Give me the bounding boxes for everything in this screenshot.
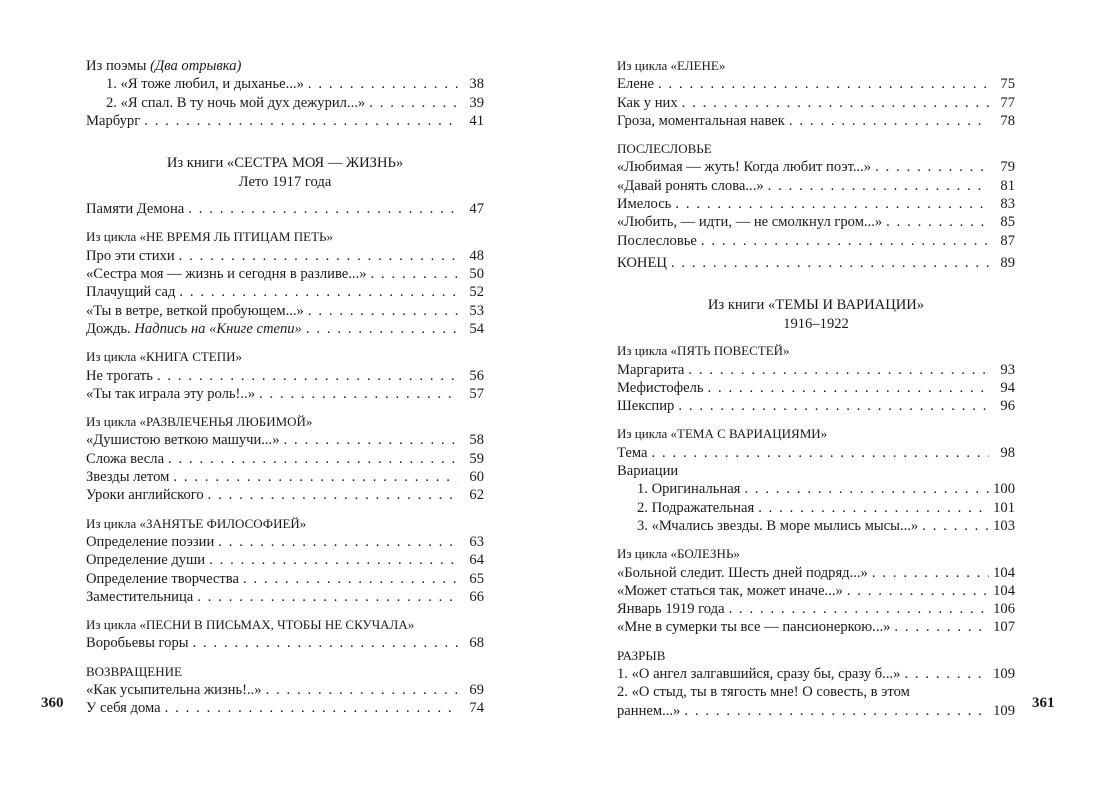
page-number: 63: [469, 533, 484, 550]
leader-dots: [875, 158, 989, 176]
toc-entry[interactable]: 1. «Я тоже любил, и дыханье...» . . . 38: [86, 75, 484, 93]
book-heading: [617, 296, 1015, 334]
toc-entry[interactable]: Гроза, моментальная навек . . . 78: [617, 112, 1015, 130]
variations-heading: Вариации: [617, 463, 679, 480]
poem-heading: [86, 57, 484, 75]
leader-dots: [671, 254, 989, 272]
page-number: 78: [1000, 112, 1015, 129]
page-number: 93: [1000, 361, 1015, 378]
page-number: 53: [469, 302, 484, 319]
page-number: 98: [1000, 444, 1015, 461]
leader-dots: [193, 634, 458, 652]
leader-dots: [886, 213, 989, 231]
page-number: 48: [469, 247, 484, 264]
page-number: 39: [469, 94, 484, 111]
page-number: 100: [993, 481, 1015, 498]
book-subtitle: 1916–1922: [783, 316, 849, 333]
leader-dots: [758, 499, 989, 517]
leader-dots: [173, 468, 458, 486]
leader-dots: [658, 75, 989, 93]
cycle-heading: Из цикла «ТЕМА С ВАРИАЦИЯМИ»: [617, 426, 828, 442]
toc-entry[interactable]: «Как усыпительна жизнь!..» . . . 69: [86, 681, 484, 699]
toc-entry[interactable]: Уроки английского . . . 62: [86, 486, 484, 504]
leader-dots: [768, 177, 989, 195]
page-number: 38: [469, 76, 484, 93]
page-number: 94: [1000, 379, 1015, 396]
leader-dots: [179, 247, 458, 265]
toc-entry[interactable]: 1. «О ангел залгавшийся, сразу бы, сразу б...» . . . 109: [617, 665, 1015, 683]
page-number: 52: [469, 284, 484, 301]
toc-entry[interactable]: Маргарита . . . 93: [617, 361, 1015, 379]
leader-dots: [208, 486, 458, 504]
page-number: 83: [1000, 196, 1015, 213]
toc-entry[interactable]: Мефистофель . . . 94: [617, 379, 1015, 397]
leader-dots: [306, 320, 458, 338]
leader-dots: [165, 699, 458, 717]
leader-dots: [847, 582, 989, 600]
cycle-heading: Из цикла «КНИГА СТЕПИ»: [86, 349, 243, 365]
page-number: 106: [993, 601, 1015, 618]
page-number: 107: [993, 619, 1015, 636]
page-number: 68: [469, 635, 484, 652]
cycle-heading: ВОЗВРАЩЕНИЕ: [86, 663, 182, 679]
leader-dots: [684, 702, 989, 720]
toc-entry[interactable]: Определение души . . . 64: [86, 551, 484, 569]
leader-dots: [144, 112, 458, 130]
page-number: 74: [469, 700, 484, 717]
leader-dots: [188, 200, 458, 218]
toc-entry[interactable]: 3. «Мчались звезды. В море мылись мысы...» . . . 103: [617, 517, 1015, 535]
leader-dots: [266, 681, 458, 699]
toc-entry[interactable]: Сложа весла . . . 59: [86, 450, 484, 468]
toc-entry[interactable]: Послесловье . . . 87: [617, 232, 1015, 250]
folio-left: 360: [41, 695, 64, 711]
toc-entry[interactable]: Дождь. Надпись на «Книге степи» . . . 54: [86, 320, 484, 338]
leader-dots: [259, 385, 458, 403]
toc-entry[interactable]: «Давай ронять слова...» . . . 81: [617, 177, 1015, 195]
toc-entry-multiline[interactable]: 2. «О стыд, ты в тягость мне! О совесть, в этом раннем...» . . . 109: [617, 683, 1015, 720]
poem-title: Из поэмы: [86, 58, 147, 74]
leader-dots: [678, 397, 989, 415]
toc-entry[interactable]: Звезды летом . . . 60: [86, 468, 484, 486]
toc-entry[interactable]: КОНЕЦ . . . 89: [617, 254, 1015, 272]
page-number: 56: [469, 367, 484, 384]
toc-entry[interactable]: Не трогать . . . 56: [86, 367, 484, 385]
cycle-heading: Из цикла «ПЯТЬ ПОВЕСТЕЙ»: [617, 343, 790, 359]
toc-entry[interactable]: Определение творчества . . . 65: [86, 570, 484, 588]
page-number: 75: [1000, 76, 1015, 93]
book-title: Из книги «СЕСТРА МОЯ — ЖИЗНЬ»: [166, 155, 404, 172]
toc-entry[interactable]: 1. Оригинальная . . . 100: [617, 480, 1015, 498]
cycle-heading: Из цикла «БОЛЕЗНЬ»: [617, 546, 740, 562]
leader-dots: [651, 444, 989, 462]
page-number: 104: [993, 582, 1015, 599]
toc-entry[interactable]: У себя дома . . . 74: [86, 699, 484, 717]
page-number: 57: [469, 385, 484, 402]
page-number: 109: [993, 702, 1015, 719]
toc-entry[interactable]: Как у них . . . 77: [617, 94, 1015, 112]
leader-dots: [197, 588, 458, 606]
leader-dots: [922, 517, 989, 535]
toc-entry[interactable]: Марбург . . . 41: [86, 112, 484, 130]
leader-dots: [701, 232, 989, 250]
toc-entry[interactable]: Январь 1919 года . . . 106: [617, 600, 1015, 618]
leader-dots: [682, 94, 989, 112]
cycle-heading: Из цикла «ЗАНЯТЬЕ ФИЛОСОФИЕЙ»: [86, 515, 307, 531]
cycle-heading: Из цикла «НЕ ВРЕМЯ ЛЬ ПТИЦАМ ПЕТЬ»: [86, 229, 333, 245]
leader-dots: [243, 570, 458, 588]
toc-entry[interactable]: Воробьевы горы . . . 68: [86, 634, 484, 652]
page-number: 58: [469, 432, 484, 449]
toc-entry[interactable]: «Больной следит. Шесть дней подряд...» . . . 104: [617, 564, 1015, 582]
toc-entry[interactable]: «Ты в ветре, веткой пробующем...» . . . 53: [86, 302, 484, 320]
leader-dots: [369, 94, 458, 112]
leader-dots: [675, 195, 989, 213]
leader-dots: [179, 283, 458, 301]
page-number: 66: [469, 588, 484, 605]
leader-dots: [157, 367, 458, 385]
toc-entry[interactable]: Заместительница . . . 66: [86, 588, 484, 606]
page-number: 64: [469, 552, 484, 569]
toc-entry[interactable]: 2. «Я спал. В ту ночь мой дух дежурил...» . . . 39: [86, 94, 484, 112]
page-number: 81: [1000, 177, 1015, 194]
page-number: 79: [1000, 159, 1015, 176]
left-page: [86, 57, 484, 718]
cycle-heading: Из цикла «ЕЛЕНЕ»: [617, 58, 726, 73]
page-number: 87: [1000, 232, 1015, 249]
page-number: 104: [993, 564, 1015, 581]
toc-entry[interactable]: «Ты так играла эту роль!..» . . . 57: [86, 385, 484, 403]
toc-entry[interactable]: «Душистою веткою машучи...» . . . 58: [86, 431, 484, 449]
leader-dots: [872, 564, 989, 582]
toc-entry[interactable]: Елене . . . 75: [617, 75, 1015, 93]
toc-entry[interactable]: Определение поэзии . . . 63: [86, 533, 484, 551]
page-number: 101: [993, 499, 1015, 516]
leader-dots: [708, 379, 989, 397]
folio-right: 361: [1032, 695, 1055, 711]
page-number: 89: [1000, 254, 1015, 271]
toc-entry[interactable]: «Любить, — идти, — не смолкнул гром...» . . . 85: [617, 213, 1015, 231]
toc-entry[interactable]: «Сестра моя — жизнь и сегодня в разливе...» . . . 50: [86, 265, 484, 283]
toc-entry[interactable]: «Мне в сумерки ты все — пансионеркою...» . . . 107: [617, 618, 1015, 636]
page-number: 103: [993, 517, 1015, 534]
leader-dots: [789, 112, 989, 130]
right-page: [617, 57, 1015, 720]
page-number: 77: [1000, 94, 1015, 111]
leader-dots: [688, 361, 989, 379]
cycle-heading: ПОСЛЕСЛОВЬЕ: [617, 141, 712, 157]
book-heading: [86, 154, 484, 192]
toc-entry[interactable]: Имелось . . . 83: [617, 195, 1015, 213]
page-number: 65: [469, 570, 484, 587]
book-subtitle: Лето 1917 года: [238, 174, 332, 191]
toc-entry[interactable]: Тема . . . 98: [617, 444, 1015, 462]
poem-items: [86, 75, 484, 112]
page-number: 62: [469, 487, 484, 504]
leader-dots: [308, 302, 458, 320]
leader-dots: [904, 665, 989, 683]
page-number: 59: [469, 450, 484, 467]
page-number: 69: [469, 682, 484, 699]
page-number: 41: [469, 112, 484, 129]
page-number: 50: [469, 266, 484, 283]
leader-dots: [284, 431, 458, 449]
page-number: 54: [469, 320, 484, 337]
cycle-heading: РАЗРЫВ: [617, 647, 666, 663]
leader-dots: [894, 618, 989, 636]
leader-dots: [371, 265, 458, 283]
toc-entry[interactable]: Плачущий сад . . . 52: [86, 283, 484, 301]
toc-entry[interactable]: 2. Подражательная . . . 101: [617, 499, 1015, 517]
page-number: 60: [469, 469, 484, 486]
cycle-heading: Из цикла «ПЕСНИ В ПИСЬМАХ, ЧТОБЫ НЕ СКУЧАЛА»: [86, 617, 415, 633]
leader-dots: [729, 600, 989, 618]
toc-entry[interactable]: «Может статься так, может иначе...» . . . 104: [617, 582, 1015, 600]
toc-entry[interactable]: «Любимая — жуть! Когда любит поэт...» . . . 79: [617, 158, 1015, 176]
leader-dots: [744, 480, 989, 498]
toc-entry[interactable]: Шекспир . . . 96: [617, 397, 1015, 415]
page-number: 96: [1000, 398, 1015, 415]
page-number: 109: [993, 666, 1015, 683]
leader-dots: [218, 533, 458, 551]
leader-dots: [168, 450, 458, 468]
toc-entry[interactable]: Памяти Демона . . . 47: [86, 200, 484, 218]
poem-note: (Два отрывка): [150, 58, 242, 74]
cycle-heading: Из цикла «РАЗВЛЕЧЕНЬЯ ЛЮБИМОЙ»: [86, 414, 313, 430]
page-number: 85: [1000, 214, 1015, 231]
leader-dots: [308, 75, 458, 93]
leader-dots: [209, 551, 458, 569]
book-title: Из книги «ТЕМЫ И ВАРИАЦИИ»: [707, 297, 925, 314]
page-number: 47: [469, 201, 484, 218]
toc-entry[interactable]: Про эти стихи . . . 48: [86, 247, 484, 265]
